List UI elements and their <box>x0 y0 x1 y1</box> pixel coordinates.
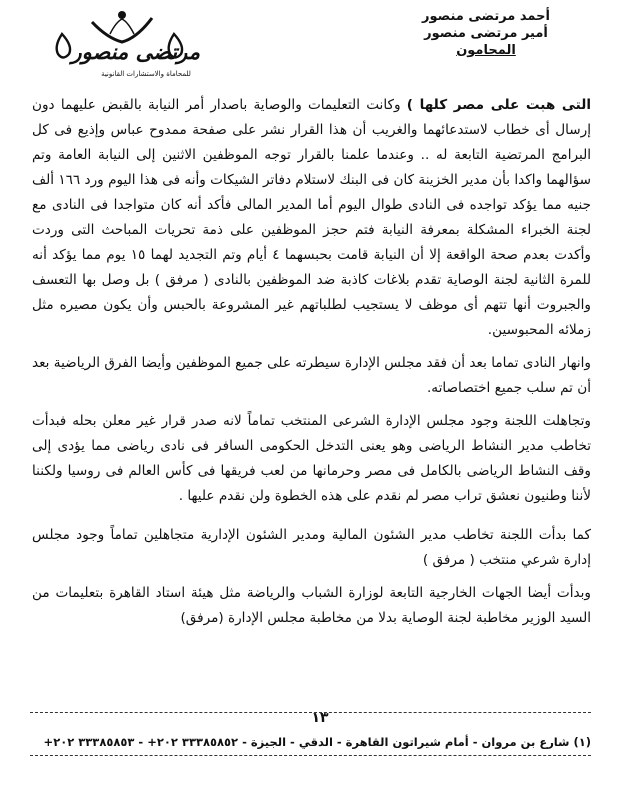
paragraph <box>32 93 591 343</box>
logo-tagline: للمحاماة والاستشارات القانونية <box>101 70 191 78</box>
firm-logo <box>52 4 212 86</box>
paragraph: وبدأت أيضا الجهات الخارجية التابعة لوزارة الشباب والرياضة مثل هيئة استاد القاهرة بتعليمات من السيد الوزير مخاطبة لجنة الوصاية بدلا من مخاطبة مجلس الإدارة (مرفق) <box>32 585 591 626</box>
page-number: ١٣ <box>311 710 329 726</box>
letterhead-title: المحامون <box>456 43 516 58</box>
lawyer-name-2: أمير مرتضى منصور <box>424 26 548 41</box>
letterhead-names <box>401 8 571 59</box>
paragraph-text: وكانت التعليمات والوصاية باصدار أمر النيابة بالقبض عليهما دون إرسال أى خطاب لاستدعائهما والغريب أن هذا القرار نشر على صفحة ممدوح عباس وإذيع فى كل البرامج المرتضية التابعة له .. وعندما علمنا بالقرار توجه الموظفين الاثنين إلى النيابة العامة وتم سؤالهما واكدا بأن مدير الخزينة كان فى البنك لاستلام دفاتر الشيكات وأنه فى هذا اليوم ورد ١٦٦ ألف جنيه مما يؤكد تواجده فى النادى طوال اليوم أما المدير المالى فأكد أنه كان متواجدا فى النادى مع لجنة الخبراء المشكلة بمعرفة النيابة فتم حجز الموظفين على ذمة تحريات المباحث التى وردت وأكدت بعدم صحة الواقعة إلا أن النيابة قامت بحبسهما ٤ أيام وتم التجديد لهما ١٥ يوم مما يؤكد أنه للمرة الثانية لجنة الوصاية تقدم بلاغات كاذبة ضد الموظفين بالنادى ( مرفق ) بل وصل بها التعسف والجبروت أنها تتهم أى موظف لا يستجيب لطلباتهم غير المشروعة بالحبس وأن يكون مصيره مثل زملائه المحبوسين. <box>32 97 592 338</box>
logo-wordmark: مرتضى منصور <box>71 40 200 64</box>
paragraph: كما بدأت اللجنة تخاطب مدير الشئون المالية ومدير الشئون الإدارية متجاهلين تماماً وجود مجلس إدارة شرعي منتخب ( مرفق ) <box>32 527 591 568</box>
paragraph: وتجاهلت اللجنة وجود مجلس الإدارة الشرعى المنتخب تماماً لانه صدر قرار غير معلن بحله فبدأت تخاطب مدير النشاط الرياضى وهو يعنى التدخل الحكومى السافر فى نادى رياضى مما يؤدى إلى وقف النشاط الرياضى بالكامل فى مصر وحرمانها من لعب فريقها فى كأس العالم فى روسيا ولكننا لأننا وطنيون نعشق تراب مصر لم نقدم على هذه الخطوة ولن نقدم عليها . <box>32 413 591 504</box>
paragraph: وانهار النادى تماما بعد أن فقد مجلس الإدارة سيطرته على جميع الموظفين وأيضا الفرق الرياضية بعد أن تم سلب جميع اختصاصاته. <box>31 355 591 396</box>
lawyer-name-1: أحمد مرتضى منصور <box>422 9 550 24</box>
footer-address: (١) شارع بن مروان - أمام شيراتون القاهرة - الدقي - الجيزة - ٣٣٣٨٥٨٥٢ ٢٠٢+ - ٣٣٣٨٥٨٥٣ ٢٠٢+ <box>43 735 591 749</box>
letter-body <box>32 93 591 631</box>
footer-divider-bottom <box>30 755 591 756</box>
paragraph-lead: التى هبت على مصر كلها ) <box>406 97 591 113</box>
